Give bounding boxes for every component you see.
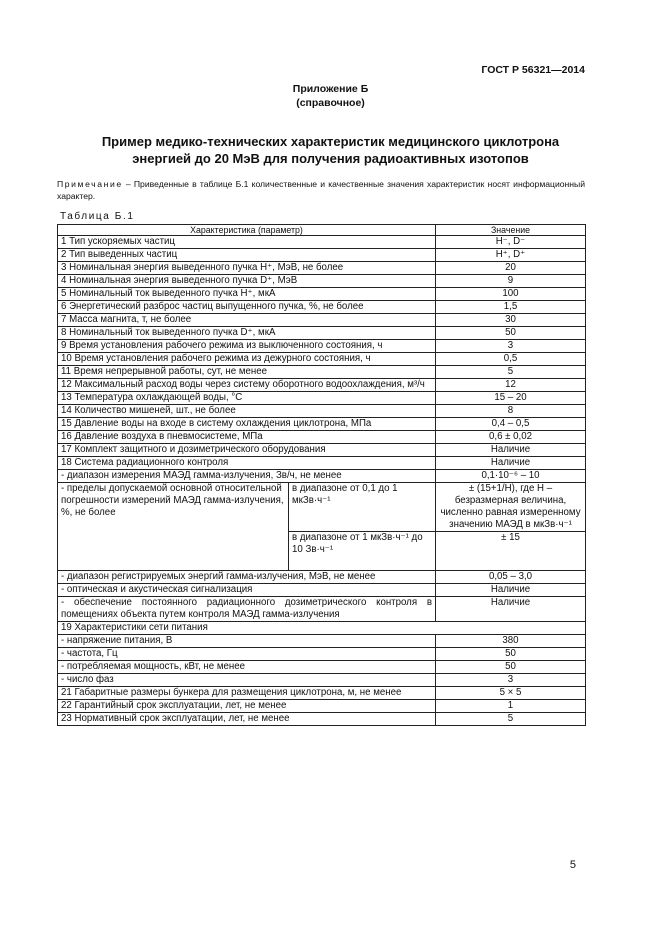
table-row <box>58 687 586 700</box>
table-row <box>58 431 586 444</box>
characteristic-cell: - напряжение питания, В <box>58 635 436 648</box>
standard-code: ГОСТ Р 56321—2014 <box>481 64 585 76</box>
table-row <box>58 392 586 405</box>
value-cell: 0,5 <box>436 353 586 366</box>
characteristic-cell: 3 Номинальная энергия выведенного пучка H⁺, МэВ, не более <box>58 262 436 275</box>
characteristic-cell: 7 Масса магнита, т, не более <box>58 314 436 327</box>
value-cell: H⁺, D⁺ <box>436 249 586 262</box>
value-cell: 0,1·10⁻⁶ – 10 <box>436 470 586 483</box>
value-cell: 0,05 – 3,0 <box>436 571 586 584</box>
table-row <box>58 327 586 340</box>
characteristic-cell: 10 Время установления рабочего режима из дежурного состояния, ч <box>58 353 436 366</box>
characteristic-cell: 6 Энергетический разброс частиц выпущенного пучка, %, не более <box>58 301 436 314</box>
value-cell: 9 <box>436 275 586 288</box>
table-row <box>58 444 586 457</box>
value-cell: Наличие <box>436 444 586 457</box>
table-row <box>58 571 586 584</box>
value-cell: 50 <box>436 661 586 674</box>
table-row <box>58 249 586 262</box>
value-cell: 1,5 <box>436 301 586 314</box>
appendix-title: Приложение Б <box>292 83 369 95</box>
header-characteristic: Характеристика (параметр) <box>58 225 436 236</box>
value-cell: Наличие <box>436 584 586 597</box>
characteristic-cell: 4 Номинальная энергия выведенного пучка D⁺, МэВ <box>58 275 436 288</box>
value-cell: 0,4 – 0,5 <box>436 418 586 431</box>
characteristic-cell: 12 Максимальный расход воды через систему оборотного водоохлаждения, м³/ч <box>58 379 436 392</box>
appendix-subtitle: (справочное) <box>296 97 365 109</box>
error-value1-cell: ± (15+1/H), где H – безразмерная величина, численно равная измеренному значению МАЭД в мкЗв·ч⁻¹ <box>436 483 586 532</box>
value-cell: 30 <box>436 314 586 327</box>
table-row <box>58 584 586 597</box>
value-cell: 380 <box>436 635 586 648</box>
characteristic-cell: 21 Габаритные размеры бункера для размещения циклотрона, м, не менее <box>58 687 436 700</box>
value-cell: 3 <box>436 340 586 353</box>
characteristic-cell: 17 Комплект защитного и дозиметрического оборудования <box>58 444 436 457</box>
table-header-row <box>58 225 586 236</box>
value-cell: 5 <box>436 366 586 379</box>
characteristic-cell: 13 Температура охлаждающей воды, °С <box>58 392 436 405</box>
table-row <box>58 700 586 713</box>
table-row <box>58 379 586 392</box>
value-cell: 15 – 20 <box>436 392 586 405</box>
value-cell: 20 <box>436 262 586 275</box>
characteristic-cell: 16 Давление воздуха в пневмосистеме, МПа <box>58 431 436 444</box>
characteristic-cell: 15 Давление воды на входе в систему охлаждения циклотрона, МПа <box>58 418 436 431</box>
value-cell: 8 <box>436 405 586 418</box>
header-value: Значение <box>436 225 586 236</box>
characteristic-cell: 5 Номинальный ток выведенного пучка H⁺, мкА <box>58 288 436 301</box>
section19-cell: 19 Характеристики сети питания <box>58 622 586 635</box>
error-label-cell: - пределы допускаемой основной относительной погрешности измерений МАЭД гамма-излучения, %, не более <box>58 483 289 571</box>
table-row <box>58 622 586 635</box>
table-row <box>58 483 586 532</box>
doc-title-line2: энергией до 20 МэВ для получения радиоактивных изотопов <box>132 151 529 166</box>
table-row <box>58 470 586 483</box>
table-row <box>58 713 586 726</box>
value-cell: 100 <box>436 288 586 301</box>
error-range1-cell: в диапазоне от 0,1 до 1 мкЗв·ч⁻¹ <box>289 483 436 532</box>
page-number: 5 <box>569 859 576 871</box>
characteristic-cell: - оптическая и акустическая сигнализация <box>58 584 436 597</box>
characteristic-cell: - потребляемая мощность, кВт, не менее <box>58 661 436 674</box>
table-row <box>58 353 586 366</box>
value-cell: 12 <box>436 379 586 392</box>
characteristics-table <box>57 224 586 726</box>
table-row <box>58 405 586 418</box>
table-caption: Таблица Б.1 <box>60 211 135 222</box>
table-row <box>58 275 586 288</box>
value-cell: 5 × 5 <box>436 687 586 700</box>
table-row <box>58 661 586 674</box>
characteristic-cell: 18 Система радиационного контроля <box>58 457 436 470</box>
characteristic-cell: 14 Количество мишеней, шт., не более <box>58 405 436 418</box>
table-row <box>58 340 586 353</box>
table-row <box>58 236 586 249</box>
error-value2-cell: ± 15 <box>436 532 586 571</box>
value-cell: Наличие <box>436 597 586 622</box>
table-row <box>58 288 586 301</box>
characteristic-cell: 1 Тип ускоряемых частиц <box>58 236 436 249</box>
characteristic-cell: 2 Тип выведенных частиц <box>58 249 436 262</box>
value-cell: 3 <box>436 674 586 687</box>
characteristic-cell: 22 Гарантийный срок эксплуатации, лет, не менее <box>58 700 436 713</box>
value-cell: 50 <box>436 327 586 340</box>
doc-title-line1: Пример медико-технических характеристик медицинского циклотрона <box>101 134 560 149</box>
characteristic-cell: - диапазон регистрируемых энергий гамма-излучения, МэВ, не менее <box>58 571 436 584</box>
characteristic-cell: - диапазон измерения МАЭД гамма-излучения, Зв/ч, не менее <box>58 470 436 483</box>
note-label: Примечание <box>57 179 123 189</box>
characteristic-cell: 9 Время установления рабочего режима из выключенного состояния, ч <box>58 340 436 353</box>
table-row <box>58 262 586 275</box>
table-row <box>58 366 586 379</box>
value-cell: 5 <box>436 713 586 726</box>
value-cell: Наличие <box>436 457 586 470</box>
table-row <box>58 648 586 661</box>
table-row <box>58 597 586 622</box>
table-row <box>58 418 586 431</box>
value-cell: H⁻, D⁻ <box>436 236 586 249</box>
characteristic-cell: 23 Нормативный срок эксплуатации, лет, не менее <box>58 713 436 726</box>
characteristic-cell: - число фаз <box>58 674 436 687</box>
note <box>57 178 585 202</box>
characteristic-cell: 11 Время непрерывной работы, сут, не менее <box>58 366 436 379</box>
note-text: – Приведенные в таблице Б.1 количественные и качественные значения характеристик носят информационный характер. <box>57 179 585 201</box>
value-cell: 1 <box>436 700 586 713</box>
characteristic-cell: - частота, Гц <box>58 648 436 661</box>
value-cell: 50 <box>436 648 586 661</box>
table-row <box>58 635 586 648</box>
table-row <box>58 457 586 470</box>
table-row <box>58 674 586 687</box>
value-cell: 0,6 ± 0,02 <box>436 431 586 444</box>
characteristic-cell: 8 Номинальный ток выведенного пучка D⁺, мкА <box>58 327 436 340</box>
error-range2-cell: в диапазоне от 1 мкЗв·ч⁻¹ до 10 Зв·ч⁻¹ <box>289 532 436 571</box>
characteristic-cell: - обеспечение постоянного радиационного дозиметрического контроля в помещениях объекта путем контроля МАЭД гамма-излучения <box>58 597 436 622</box>
table-row <box>58 314 586 327</box>
table-row <box>58 301 586 314</box>
